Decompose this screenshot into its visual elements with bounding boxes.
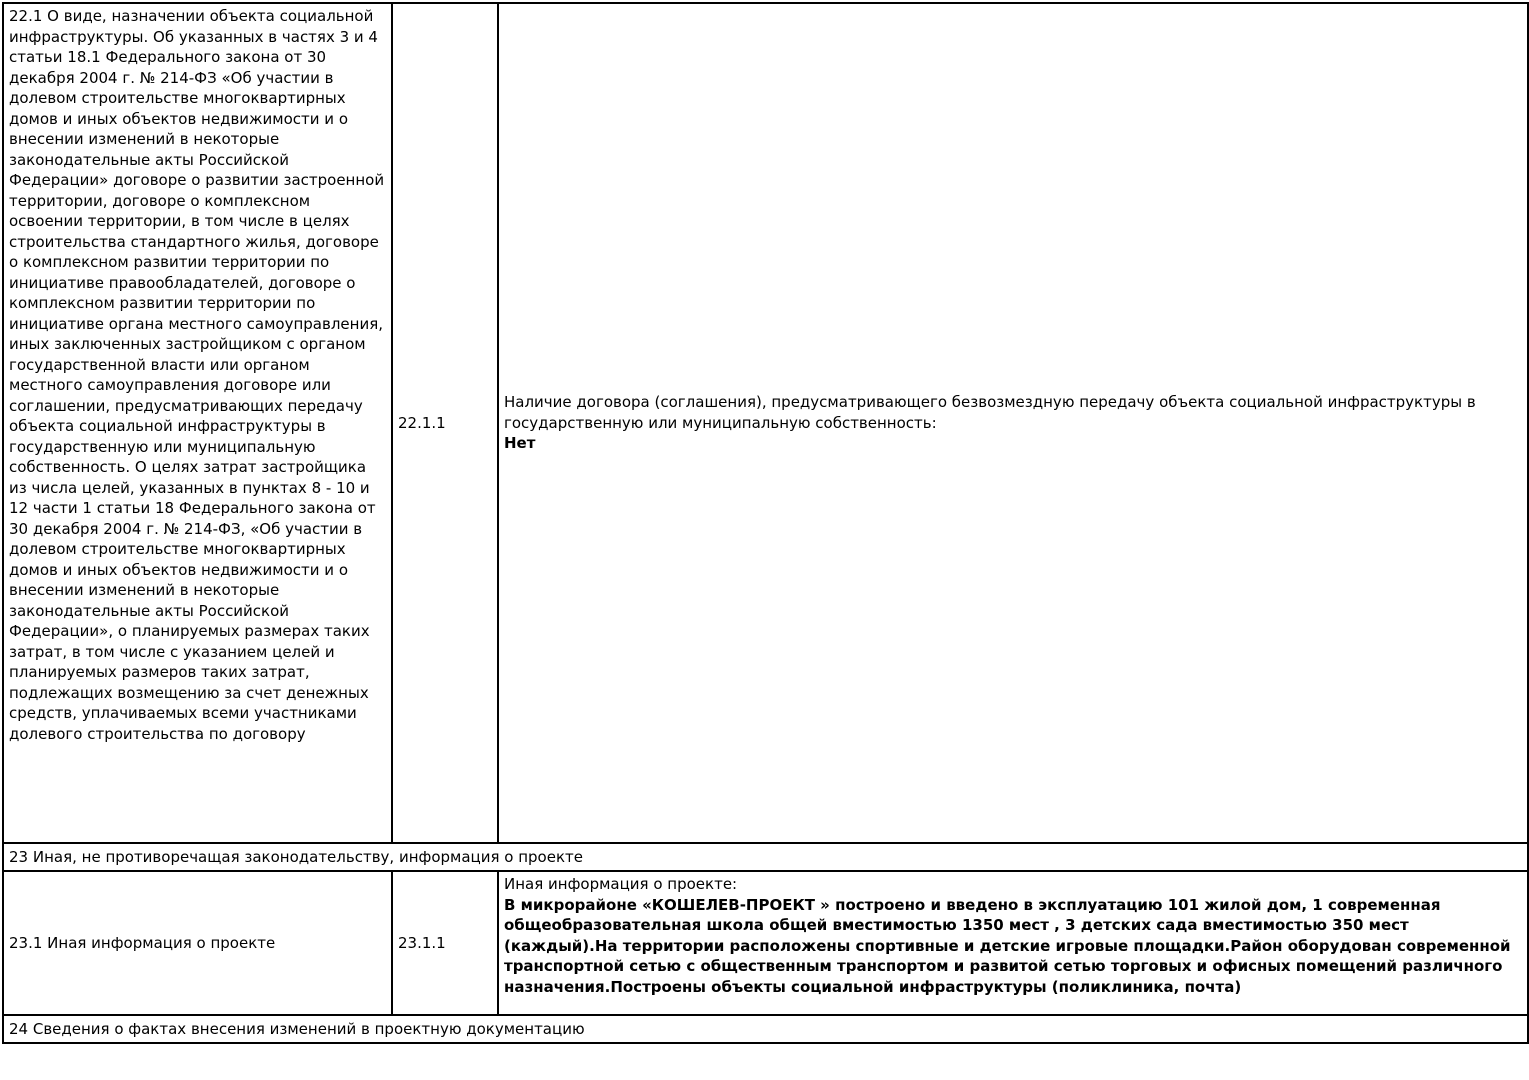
row-22-1 bbox=[3, 3, 1528, 843]
section-23-header-row bbox=[3, 843, 1528, 871]
row-23-1 bbox=[3, 871, 1528, 1015]
field-23-1-1-value bbox=[498, 871, 1528, 1015]
field-22-1-1-value bbox=[498, 3, 1528, 843]
field-23-1-1-code: 23.1.1 bbox=[392, 871, 498, 1015]
agreement-presence-answer: Нет bbox=[504, 434, 536, 453]
other-info-label: Иная информация о проекте: bbox=[504, 875, 738, 893]
field-22-1-1-code: 22.1.1 bbox=[392, 3, 498, 843]
other-info-text: В микрорайоне «КОШЕЛЕВ-ПРОЕКТ » построено и введено в эксплуатацию 101 жилой дом, 1 современная общеобразовательная школа общей вместимостью 1350 мест , 3 детских сада вместимостью 350 мест (каждый).На территории расположены спортивные и детские игровые площадки.Район оборудован современной транспортной сетью с общественным транспортом и развитой сетью торговых и офисных помещений различного назначения.Построены объекты социальной инфраструктуры (поликлиника, почта) bbox=[504, 895, 1511, 996]
project-declaration-table bbox=[2, 2, 1529, 1044]
section-23-title: 23 Иная, не противоречащая законодательству, информация о проекте bbox=[3, 843, 1528, 871]
section-24-header-row bbox=[3, 1015, 1528, 1043]
field-22-1-description: 22.1 О виде, назначении объекта социальной инфраструктуры. Об указанных в частях 3 и 4 статьи 18.1 Федерального закона от 30 декабря 2004 г. № 214-ФЗ «Об участии в долевом строительстве многоквартирных домов и иных объектов недвижимости и о внесении изменений в некоторые законодательные акты Российской Федерации» договоре о развитии застроенной территории, договоре о комплексном освоении территории, в том числе в целях строительства стандартного жилья, договоре о комплексном развитии территории по инициативе правообладателей, договоре о комплексном развитии территории по инициативе органа местного самоуправления, иных заключенных застройщиком с органом государственной власти или органом местного самоуправления договоре или соглашении, предусматривающих передачу объекта социальной инфраструктуры в государственную или муниципальную собственность. О целях затрат застройщика из числа целей, указанных в пунктах 8 - 10 и 12 части 1 статьи 18 Федерального закона от 30 декабря 2004 г. № 214-ФЗ, «Об участии в долевом строительстве многоквартирных домов и иных объектов недвижимости и о внесении изменений в некоторые законодательные акты Российской Федерации», о планируемых размерах таких затрат, в том числе с указанием целей и планируемых размеров таких затрат, подлежащих возмещению за счет денежных средств, уплачиваемых всеми участниками долевого строительства по договору bbox=[3, 3, 392, 843]
section-24-title: 24 Сведения о фактах внесения изменений в проектную документацию bbox=[3, 1015, 1528, 1043]
field-23-1-description: 23.1 Иная информация о проекте bbox=[3, 871, 392, 1015]
agreement-presence-label: Наличие договора (соглашения), предусматривающего безвозмездную передачу объекта социальной инфраструктуры в государственную или муниципальную собственность: bbox=[504, 393, 1476, 432]
